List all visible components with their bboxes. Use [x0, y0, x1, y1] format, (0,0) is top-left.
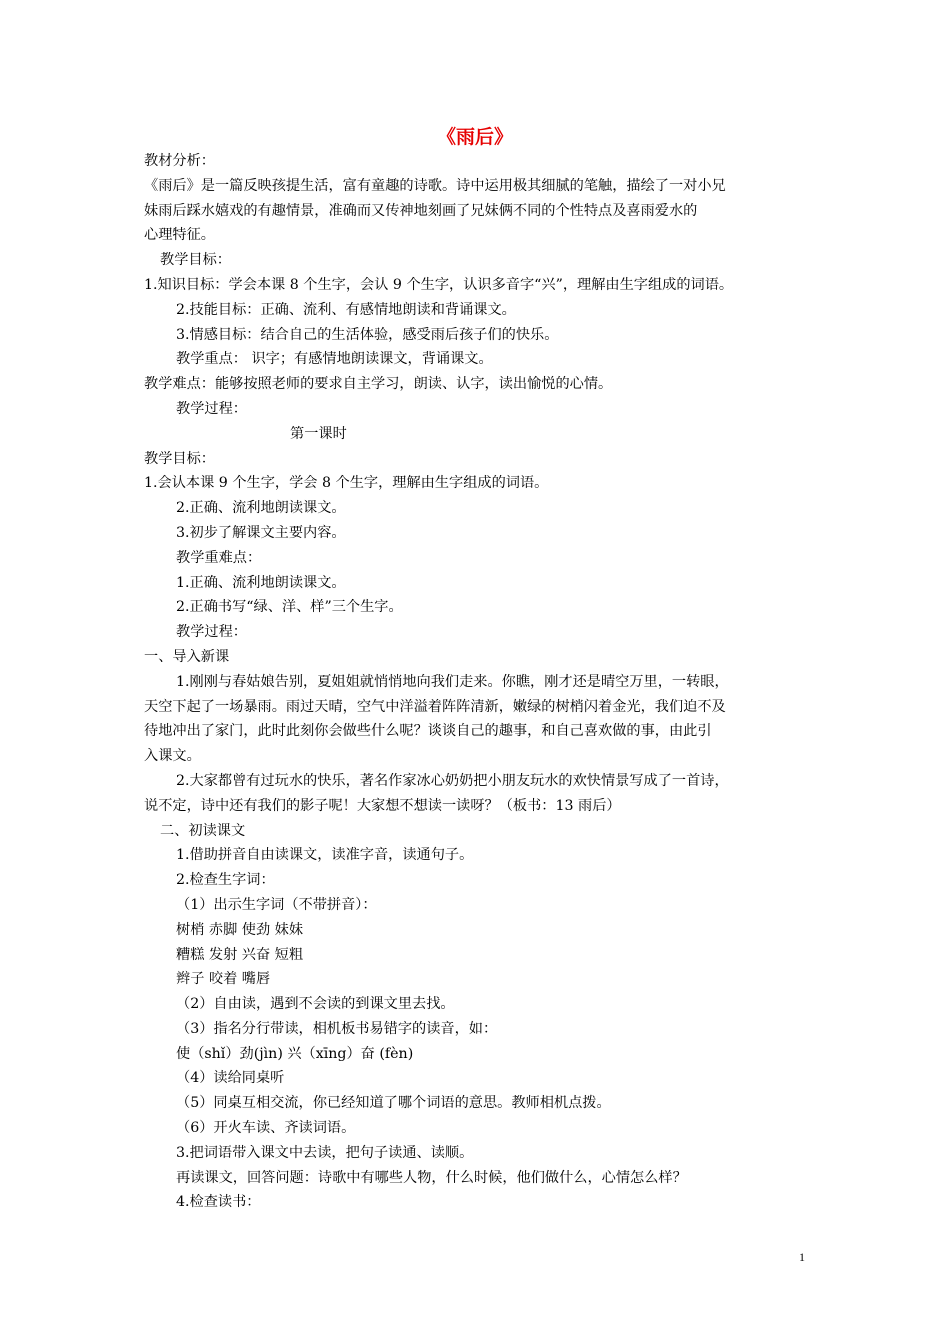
text-line: （6）开火车读、齐读词语。 — [176, 1120, 356, 1137]
text-line: （3）指名分行带读，相机板书易错字的读音，如： — [176, 1020, 498, 1037]
text-line: 2.检查生字词： — [176, 872, 275, 889]
text-line: 教学过程： — [176, 400, 247, 417]
text-line: 2.正确书写“绿、洋、样”三个生字。 — [176, 599, 403, 616]
text-line: 1.会认本课 9 个生字，学会 8 个生字，理解由生字组成的词语。 — [144, 475, 549, 492]
text-line: （5）同桌互相交流，你已经知道了哪个词语的意思。教师相机点拨。 — [176, 1095, 611, 1112]
text-line: 3.情感目标：结合自己的生活体验，感受雨后孩子们的快乐。 — [176, 326, 559, 343]
text-line: 一、导入新课 — [144, 648, 230, 665]
text-line: 2.正确、流利地朗读课文。 — [176, 500, 346, 517]
text-line: 《雨后》是一篇反映孩提生活，富有童趣的诗歌。诗中运用极其细腻的笔触，描绘了一对小兄 — [144, 177, 726, 194]
text-line: 树梢 赤脚 使劲 妹妹 — [176, 921, 304, 938]
text-line: 1.借助拼音自由读课文，读准字音，读通句子。 — [176, 847, 474, 864]
text-line: 心理特征。 — [144, 227, 215, 244]
text-line: 说不定，诗中还有我们的影子呢！大家想不想读一读呀？（板书：13 雨后） — [144, 797, 621, 814]
text-line: 教材分析： — [144, 153, 215, 169]
text-line: 2.技能目标：正确、流利、有感情地朗读和背诵课文。 — [176, 301, 516, 318]
text-line: 第一课时 — [290, 425, 347, 442]
text-line: 3.把词语带入课文中去读，把句子读通、读顺。 — [176, 1144, 474, 1161]
text-line: 教学重难点： — [176, 549, 262, 566]
text-line: （4）读给同桌听 — [176, 1070, 285, 1087]
text-line: （1）出示生字词（不带拼音）： — [176, 896, 377, 913]
text-line: 4.检查读书： — [176, 1194, 261, 1211]
document-body — [144, 149, 814, 1215]
text-line: 1.知识目标：学会本课 8 个生字，会认 9 个生字，认识多音字“兴”，理解由生字组成的词语。 — [144, 276, 734, 293]
text-line: （2）自由读，遇到不会读的到课文里去找。 — [176, 996, 455, 1013]
text-line: 妹雨后踩水嬉戏的有趣情景，准确而又传神地刻画了兄妹俩不同的个性特点及喜雨爱水的 — [144, 202, 698, 219]
text-line: 教学目标： — [144, 450, 215, 467]
text-line: 教学重点： 识字；有感情地朗读课文，背诵课文。 — [176, 351, 493, 368]
text-line: 待地冲出了家门，此时此刻你会做些什么呢？谈谈自己的趣事，和自己喜欢做的事，由此引 — [144, 723, 712, 740]
text-line: 使（shǐ）劲(jìn) 兴（xīng）奋 (fèn) — [176, 1045, 414, 1062]
document-title: 《雨后》 — [436, 126, 513, 148]
page-number: 1 — [799, 1250, 805, 1264]
text-line: 二、初读课文 — [160, 822, 246, 839]
text-line: 糟糕 发射 兴奋 短粗 — [176, 946, 304, 963]
text-line: 1.正确、流利地朗读课文。 — [176, 574, 346, 591]
text-line: 入课文。 — [144, 748, 201, 765]
text-line: 2.大家都曾有过玩水的快乐，著名作家冰心奶奶把小朋友玩水的欢快情景写成了一首诗， — [176, 772, 729, 789]
text-line: 3.初步了解课文主要内容。 — [176, 524, 346, 541]
text-line: 教学难点：能够按照老师的要求自主学习，朗读、认字，读出愉悦的心情。 — [144, 376, 613, 393]
text-line: 天空下起了一场暴雨。雨过天晴，空气中洋溢着阵阵清新，嫩绿的树梢闪着金光，我们迫不及 — [144, 698, 726, 715]
text-line: 1.刚刚与春姑娘告别，夏姐姐就悄悄地向我们走来。你瞧，刚才还是晴空万里，一转眼， — [176, 673, 729, 690]
text-line: 再读课文，回答问题：诗歌中有哪些人物，什么时候，他们做什么，心情怎么样？ — [176, 1169, 687, 1186]
text-line: 教学目标： — [160, 252, 231, 269]
text-line: 辫子 咬着 嘴唇 — [176, 971, 271, 988]
text-line: 教学过程： — [176, 624, 247, 641]
